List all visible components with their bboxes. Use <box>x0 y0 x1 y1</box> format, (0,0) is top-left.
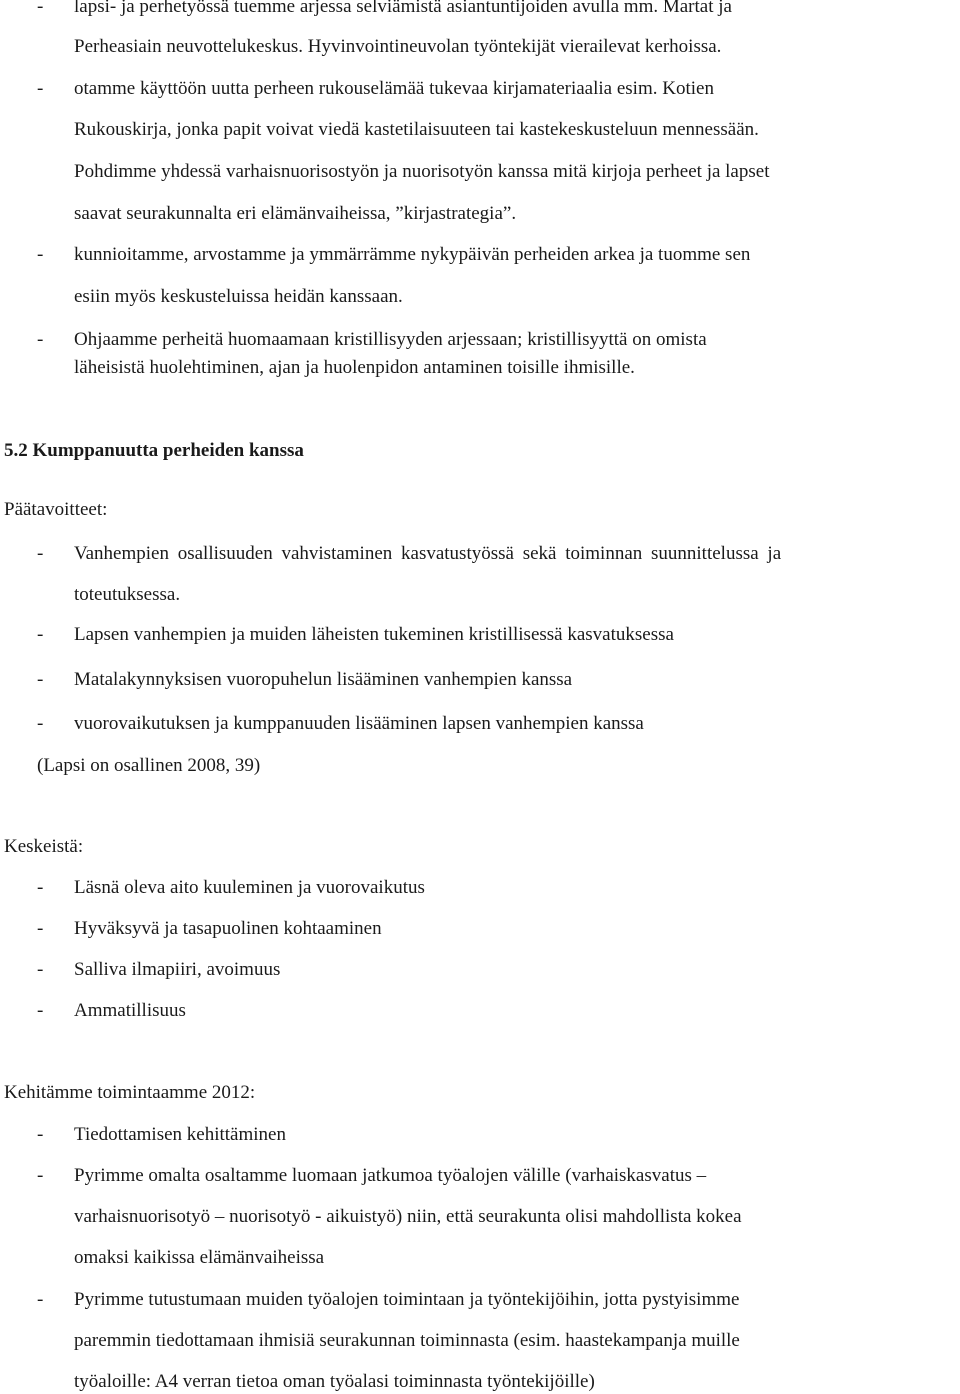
list-dash: - <box>37 1000 44 1021</box>
goals-label: Päätavoitteet: <box>4 499 108 520</box>
list-dash: - <box>37 78 44 99</box>
list-dash: - <box>37 1289 44 1310</box>
list-item-line: Pohdimme yhdessä varhaisnuorisostyön ja nuorisotyön kanssa mitä kirjoja perheet ja lapset <box>74 161 770 182</box>
goal-item: Matalakynnyksisen vuoropuhelun lisääminen vanhempien kanssa <box>74 669 573 690</box>
goal-item: Lapsen vanhempien ja muiden läheisten tukeminen kristillisessä kasvatuksessa <box>74 624 674 645</box>
list-dash: - <box>37 624 44 645</box>
means-item: Hyväksyvä ja tasapuolinen kohtaaminen <box>74 918 382 939</box>
means-label: Keskeistä: <box>4 836 84 857</box>
list-dash: - <box>37 329 44 350</box>
list-item-line: saavat seurakunnalta eri elämänvaiheissa, ”kirjastrategia”. <box>74 203 517 224</box>
list-dash: - <box>37 918 44 939</box>
list-item-line: Perheasiain neuvottelukeskus. Hyvinvointineuvolan työntekijät vierailevat kerhoissa. <box>74 36 722 57</box>
citation: (Lapsi on osallinen 2008, 39) <box>37 755 261 776</box>
dev-item: Tiedottamisen kehittäminen <box>74 1124 286 1145</box>
goal-line: Vanhempien osallisuuden vahvistaminen kasvatustyössä sekä toiminnan suunnittelussa ja <box>74 543 782 564</box>
list-dash: - <box>37 244 44 265</box>
dev-line: omaksi kaikissa elämänvaiheissa <box>74 1247 325 1268</box>
list-dash: - <box>37 959 44 980</box>
list-item-line: kunnioitamme, arvostamme ja ymmärrämme nykypäivän perheiden arkea ja tuomme sen <box>74 244 751 265</box>
list-item-line: Rukouskirja, jonka papit voivat viedä kastetilaisuuteen tai kastekeskusteluun mennessään. <box>74 119 759 140</box>
means-item: Läsnä oleva aito kuuleminen ja vuorovaikutus <box>74 877 425 898</box>
goal-item: vuorovaikutuksen ja kumppanuuden lisääminen lapsen vanhempien kanssa <box>74 713 644 734</box>
dev-line: paremmin tiedottamaan ihmisiä seurakunnan toiminnasta (esim. haastekampanja muille <box>74 1330 740 1351</box>
list-dash: - <box>37 669 44 690</box>
list-item-line: läheisistä huolehtiminen, ajan ja huolenpidon antaminen toisille ihmisille. <box>74 357 635 378</box>
list-dash: - <box>37 1165 44 1186</box>
dev-line: Pyrimme omalta osaltamme luomaan jatkumoa työalojen välille (varhaiskasvatus – <box>74 1165 707 1186</box>
section-heading: 5.2 Kumppanuutta perheiden kanssa <box>4 440 304 461</box>
list-item-line: otamme käyttöön uutta perheen rukouselämää tukevaa kirjamateriaalia esim. Kotien <box>74 78 714 99</box>
list-dash: - <box>37 0 44 17</box>
list-dash: - <box>37 543 44 564</box>
means-item: Ammatillisuus <box>74 1000 186 1021</box>
list-item-line: Ohjaamme perheitä huomaamaan kristillisyyden arjessaan; kristillisyyttä on omista <box>74 329 707 350</box>
list-item-line: esiin myös keskusteluissa heidän kanssaan. <box>74 286 403 307</box>
means-item: Salliva ilmapiiri, avoimuus <box>74 959 281 980</box>
dev-line: varhaisnuorisotyö – nuorisotyö - aikuistyö) niin, että seurakunta olisi mahdollista kokea <box>74 1206 742 1227</box>
dev-line: Pyrimme tutustumaan muiden työalojen toimintaan ja työntekijöihin, jotta pystyisimme <box>74 1289 740 1310</box>
list-item-line: lapsi- ja perhetyössä tuemme arjessa selviämistä asiantuntijoiden avulla mm. Martat ja <box>74 0 732 17</box>
dev-label: Kehitämme toimintaamme 2012: <box>4 1082 256 1103</box>
list-dash: - <box>37 877 44 898</box>
list-dash: - <box>37 1124 44 1145</box>
dev-line: työaloille: A4 verran tietoa oman työalasi toiminnasta työntekijöille) <box>74 1371 595 1392</box>
list-dash: - <box>37 713 44 734</box>
goal-line: toteutuksessa. <box>74 584 181 605</box>
